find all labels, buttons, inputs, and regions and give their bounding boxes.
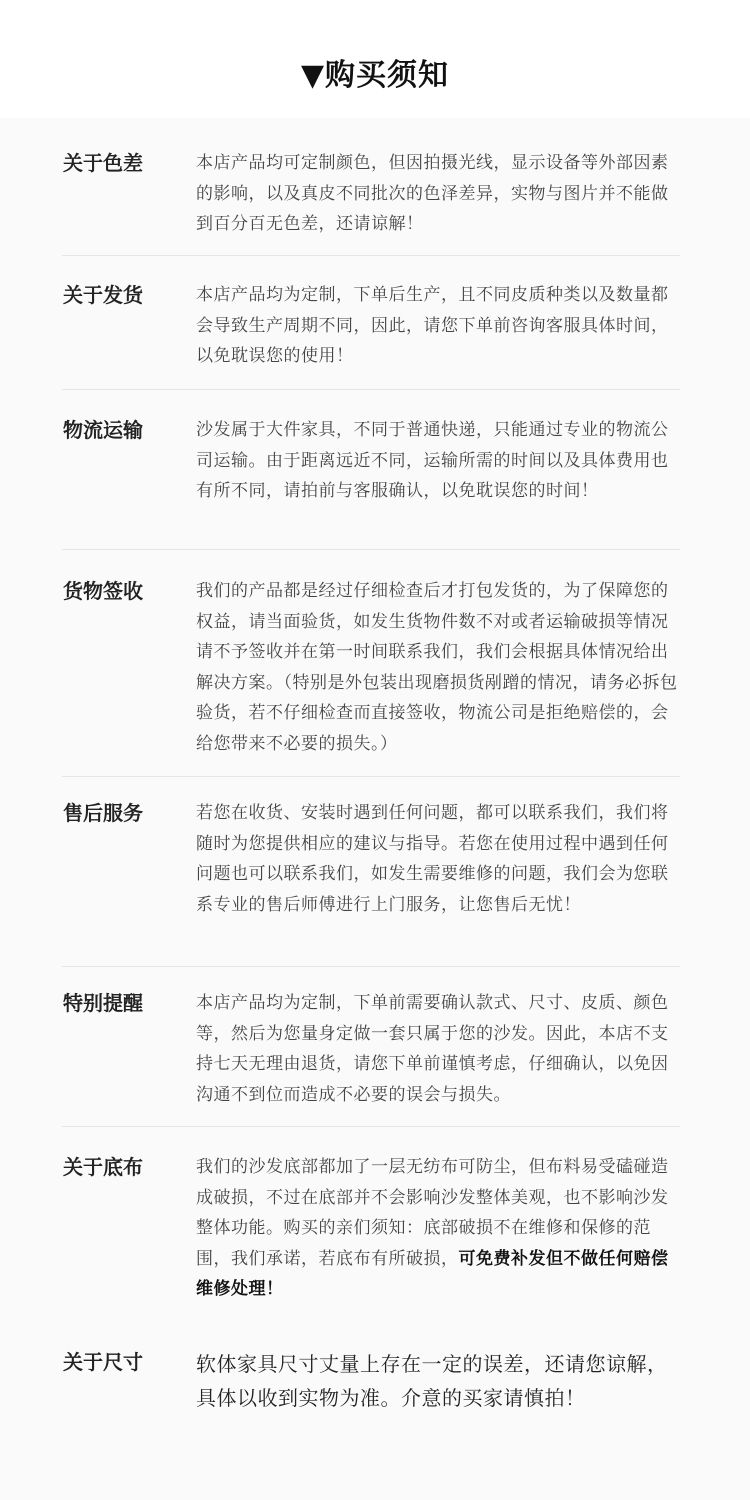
section-label: 货物签收 <box>63 579 143 603</box>
section-text: 本店产品均为定制，下单后生产，且不同皮质种类以及数量都会导致生产周期不同，因此，请您下单前咨询客服具体时间，以免耽误您的使用！ <box>196 285 669 366</box>
section-label: 关于底布 <box>63 1155 143 1179</box>
divider <box>62 255 680 256</box>
divider <box>62 549 680 550</box>
section-label: 特别提醒 <box>63 991 143 1015</box>
page-title: ▼购买须知 <box>300 58 450 93</box>
divider <box>62 389 680 390</box>
section-text-normal: 我们的沙发底部都加了一层无纺布可防尘，但布料易受磕碰造成破损，不过在底部并不会影响沙发整体美观，也不影响沙发整体功能。购买的亲们须知：底部破损不在维修和保修的范围，我们承诺，若底布有所破损， <box>196 1157 669 1269</box>
section-label: 售后服务 <box>63 801 143 825</box>
section-text: 我们的产品都是经过仔细检查后才打包发货的，为了保障您的权益，请当面验货，如发生货物件数不对或者运输破损等情况请不予签收并在第一时间联系我们，我们会根据具体情况给出解决方案。（特别是外包装出现磨损货剐蹭的情况，请务必拆包验货，若不仔细检查而直接签收，物流公司是拒绝赔偿的，会给您带来不必要的损失。） <box>196 581 678 754</box>
section-text: 本店产品均为定制，下单前需要确认款式、尺寸、皮质、颜色等，然后为您量身定做一套只属于您的沙发。因此，本店不支持七天无理由退货，请您下单前谨慎考虑，仔细确认，以免因沟通不到位而造成不必要的误会与损失。 <box>196 993 669 1105</box>
section-text: 软体家具尺寸丈量上存在一定的误差，还请您谅解，具体以收到实物为准。介意的买家请慎拍！ <box>196 1352 668 1410</box>
section-label: 关于发货 <box>63 283 143 307</box>
section-text: 沙发属于大件家具，不同于普通快递，只能通过专业的物流公司运输。由于距离远近不同，运输所需的时间以及具体费用也有所不同，请拍前与客服确认，以免耽误您的时间！ <box>196 420 669 501</box>
section-text: 本店产品均可定制颜色，但因拍摄光线，显示设备等外部因素的影响，以及真皮不同批次的色泽差异，实物与图片并不能做到百分百无色差，还请谅解！ <box>196 153 669 234</box>
section-label: 关于尺寸 <box>63 1350 143 1374</box>
divider <box>62 1126 680 1127</box>
divider <box>62 966 680 967</box>
section-label: 物流运输 <box>63 418 143 442</box>
section-label: 关于色差 <box>63 151 143 175</box>
section-text-emphasis: 可免费补发但不做任何赔偿维修处理！ <box>196 1248 669 1299</box>
header <box>0 0 750 118</box>
divider <box>62 776 680 777</box>
section-text <box>196 1152 680 1305</box>
section-text: 若您在收货、安装时遇到任何问题，都可以联系我们，我们将随时为您提供相应的建议与指导。若您在使用过程中遇到任何问题也可以联系我们，如发生需要维修的问题，我们会为您联系专业的售后师傅进行上门服务，让您售后无忧！ <box>196 803 669 915</box>
